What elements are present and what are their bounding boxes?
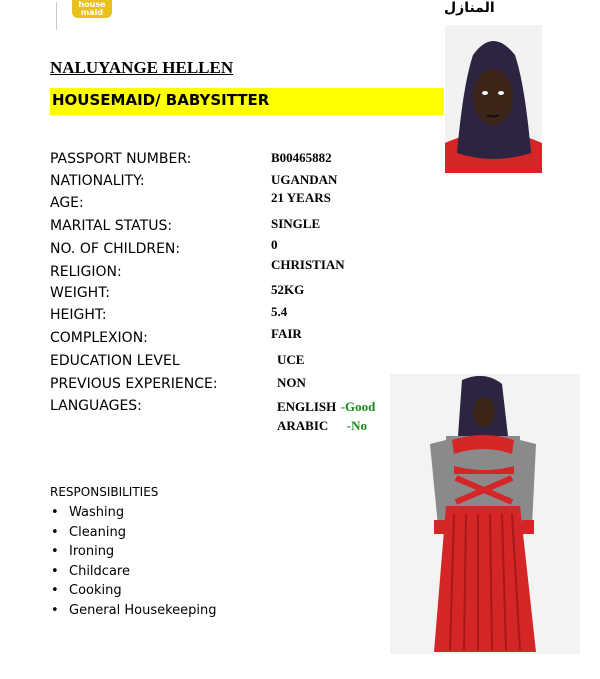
value-nationality: UGANDAN	[271, 172, 338, 187]
language-name-arabic: ARABIC	[277, 418, 329, 433]
label-height: HEIGHT:	[50, 307, 107, 323]
candidate-role: HOUSEMAID/ BABYSITTER	[52, 91, 270, 109]
label-weight: WEIGHT:	[50, 285, 110, 301]
full-body-photo	[390, 374, 580, 654]
logo-divider	[56, 2, 57, 30]
language-name-english: ENGLISH	[277, 399, 337, 414]
language-row-english	[277, 398, 375, 416]
value-education-level: UCE	[277, 352, 305, 367]
portrait-photo-drawing	[445, 25, 542, 173]
label-number-of-children: NO. OF CHILDREN:	[50, 241, 181, 257]
responsibility-item: • Childcare	[50, 562, 217, 582]
value-number-of-children: 0	[271, 237, 278, 252]
full-body-photo-drawing	[390, 374, 580, 654]
responsibilities-heading: RESPONSIBILITIES	[50, 485, 159, 499]
responsibility-item: • Cleaning	[50, 523, 217, 543]
portrait-photo	[445, 25, 542, 173]
value-passport-number: B00465882	[271, 150, 332, 165]
value-complexion: FAIR	[271, 326, 302, 341]
responsibility-item: • Ironing	[50, 542, 217, 562]
label-religion: RELIGION:	[50, 264, 122, 280]
logo-text-line1: house	[78, 0, 106, 9]
label-passport-number: PASSPORT NUMBER:	[50, 151, 192, 167]
arabic-header-title: المنازل	[444, 0, 495, 16]
logo-text-line2: maid	[80, 8, 104, 17]
value-marital-status: SINGLE	[271, 216, 321, 231]
label-complexion: COMPLEXION:	[50, 330, 148, 346]
responsibility-item: • General Housekeeping	[50, 601, 217, 621]
label-marital-status: MARITAL STATUS:	[50, 218, 173, 234]
value-height: 5.4	[271, 304, 288, 319]
responsibility-item: • Washing	[50, 503, 217, 523]
language-level-arabic: -No	[346, 418, 367, 433]
label-languages: LANGUAGES:	[50, 398, 142, 414]
responsibilities-list	[50, 503, 217, 620]
candidate-name: NALUYANGE HELLEN	[50, 58, 234, 77]
value-age: 21 YEARS	[271, 190, 331, 205]
company-logo	[72, 0, 112, 18]
label-age: AGE:	[50, 195, 84, 211]
language-level-english: -Good	[340, 399, 376, 414]
language-row-arabic	[277, 417, 367, 435]
label-nationality: NATIONALITY:	[50, 173, 145, 189]
value-previous-experience: NON	[277, 375, 306, 390]
value-religion: CHRISTIAN	[271, 257, 345, 272]
label-previous-experience: PREVIOUS EXPERIENCE:	[50, 376, 218, 392]
responsibility-item: • Cooking	[50, 581, 217, 601]
value-weight: 52KG	[271, 282, 305, 297]
label-education-level: EDUCATION LEVEL	[50, 353, 180, 369]
